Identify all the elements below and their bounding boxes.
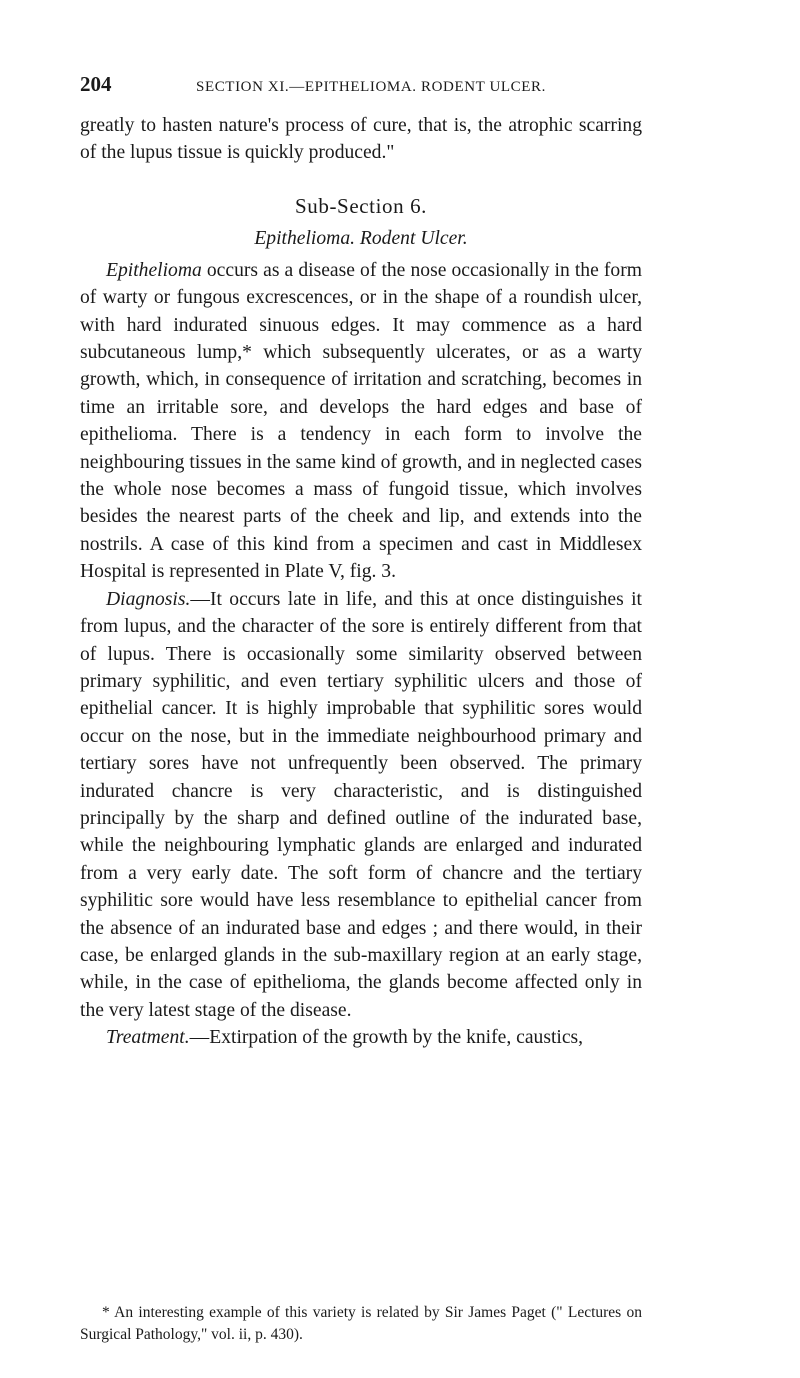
continuation-paragraph: greatly to hasten nature's process of cure, that is, the atrophic scarring of the lupus tissue is quickly produced." (80, 115, 642, 164)
paragraph-treatment (80, 1024, 642, 1051)
page-number: 204 (80, 72, 112, 96)
paragraph-text: —It occurs late in life, and this at once distinguishes it from lupus, and the character of the sore is entirely different from that of lupus. There is occasionally some similarity observed between primary syphilitic, and even tertiary syphilitic ulcers and those of epithelial cancer. It is highly improbable that syphilitic sores would occur on the nose, but in the immediate neighbourhood primary and tertiary sores have not unfrequently been observed. The primary indurated chancre is very characteristic, and is distinguished principally by the sharp and defined outline of the indurated base, while the neighbouring lymphatic glands are enlarged and indurated from a very early date. The soft form of chancre and the tertiary syphilitic sore would have less resemblance to epithelial cancer from the absence of an indurated base and edges ; and there would, in their case, be enlarged glands in the sub-maxillary region at an early stage, while, in the case of epithelioma, the glands become affected only in the very latest stage of the disease. (80, 588, 642, 1021)
paragraph-text: occurs as a disease of the nose occasionally in the form of warty or fungous excrescences, or in the shape of a roundish ulcer, with hard indurated sinuous edges. It may commence as a hard subcutaneous lump,* which subsequently ulcerates, or as a warty growth, which, in consequence of irritation and scratching, becomes in time an irritable sore, and develops the hard edges and base of epithelioma. There is a tendency in each form to involve the neighbouring tissues in the same kind of growth, and in neglected cases the whole nose becomes a mass of fungoid tissue, which involves besides the nearest parts of the cheek and lip, and extends into the nostrils. A case of this kind from a specimen and cast in Middlesex Hospital is represented in Plate V, fig. 3. (80, 259, 642, 583)
paragraph-text: —Extirpation of the growth by the knife, caustics, (189, 1027, 584, 1049)
subsection-heading: Sub-Section 6. (294, 193, 428, 218)
paragraph-lead: Epithelioma (106, 259, 202, 281)
paragraph-lead: Treatment. (106, 1027, 190, 1049)
paragraph-epithelioma (80, 257, 642, 586)
running-head-title: SECTION XI.—EPITHELIOMA. RODENT ULCER. (196, 79, 547, 95)
paragraph-diagnosis (80, 586, 642, 1025)
running-head (80, 72, 640, 104)
body-text (80, 112, 642, 1052)
footnote: * An interesting example of this variety is related by Sir James Paget (" Lectures on Surgical Pathology," vol. ii, p. 430). (80, 1304, 642, 1343)
subsection-title: Epithelioma. Rodent Ulcer. (254, 227, 468, 249)
paragraph-lead: Diagnosis. (106, 588, 191, 610)
